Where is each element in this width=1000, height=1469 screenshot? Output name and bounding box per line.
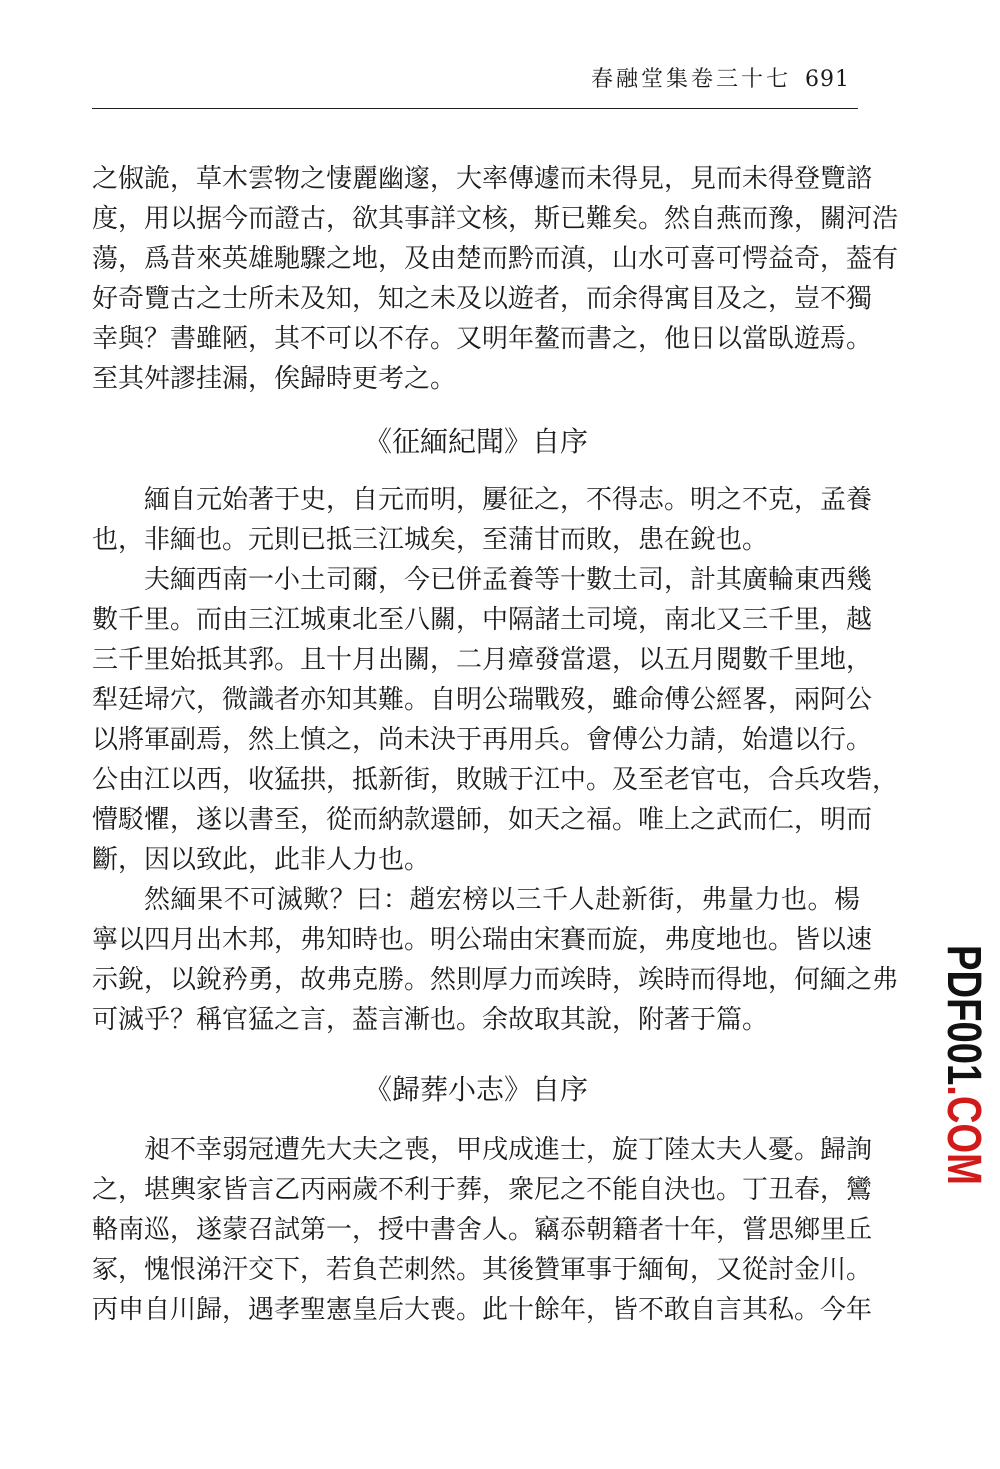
page-number: 691: [805, 67, 850, 92]
text-line: 數千里。而由三江城東北至八關，中隔諸土司境，南北又三千里，越: [92, 605, 873, 635]
text-line: 寧以四月出木邦，弗知時也。明公瑞由宋賽而旋，弗度地也。皆以速: [92, 925, 873, 955]
text-line: 也，非緬也。元則已抵三江城矣，至蒲甘而敗，患在銳也。: [92, 525, 769, 555]
text-line: 昶不幸弱冠遭先大夫之喪，甲戌成進士，旋丁陸太夫人憂。歸詢: [144, 1135, 873, 1165]
section-title-zhengmian: 《征緬紀聞》自序: [363, 425, 588, 458]
header-title: 春融堂集卷三十七: [590, 67, 791, 92]
section-body-zhengmian: [92, 480, 899, 1040]
watermark-logo: [888, 945, 990, 1211]
paragraph-continued: [92, 159, 899, 399]
section-title-guizang: 《歸葬小志》自序: [363, 1073, 588, 1106]
text-line: 之俶詭，草木雲物之悽麗幽邃，大率傳遽而未得見，見而未得登覽諮: [92, 164, 873, 194]
text-line: 至其舛謬挂漏，俟歸時更考之。: [92, 364, 457, 394]
watermark-accent: .COM: [937, 1085, 990, 1211]
text-line: 度，用以据今而證古，欲其事詳文核，斯已難矣。然自燕而豫，關河浩: [92, 204, 899, 234]
text-line: 斷，因以致此，此非人力也。: [92, 845, 431, 875]
text-line: 之，堪輿家皆言乙丙兩歲不利于葬，衆尼之不能自決也。丁丑春，鸞: [92, 1175, 873, 1205]
text-line: 示銳，以銳矜勇，故弗克勝。然則厚力而竢時，竢時而得地，何緬之弗: [92, 965, 899, 995]
text-line: 夫緬西南一小土司爾，今已併孟養等十數土司，計其廣輪東西幾: [144, 565, 873, 595]
text-line: 公由江以西，收猛拱，抵新街，敗賊于江中。及至老官屯，合兵攻砦，: [92, 765, 899, 795]
text-line: 犁廷埽穴，微識者亦知其難。自明公瑞戰歿，雖命傅公經畧，兩阿公: [92, 685, 873, 715]
text-line: 幸與？書雖陋，其不可以不存。又明年鳌而書之，他日以當臥遊焉。: [92, 324, 873, 354]
text-line: 好奇覽古之士所未及知，知之未及以遊者，而余得寓目及之，豈不獨: [92, 284, 873, 314]
section-body-guizang: [92, 1130, 873, 1330]
text-line: 緬自元始著于史，自元而明，屢征之，不得志。明之不克，孟養: [144, 485, 873, 515]
watermark-text-svg: [888, 945, 990, 1211]
svg-text:PDF001.COM: [937, 945, 990, 1211]
running-header: [591, 62, 850, 93]
text-line: 輅南巡，遂蒙召試第一，授中書舍人。竊忝朝籍者十年，嘗思鄉里丘: [92, 1215, 873, 1245]
text-line: 冢，愧恨涕汗交下，若負芒刺然。其後贊軍事于緬甸，又從討金川。: [92, 1255, 873, 1285]
text-line: 然緬果不可滅歟？曰：趙宏榜以三千人赴新街，弗量力也。楊: [144, 885, 860, 915]
text-line: 懵駁懼，遂以書至，從而納款還師，如天之福。唯上之武而仁，明而: [92, 805, 873, 835]
text-line: 丙申自川歸，遇孝聖憲皇后大喪。此十餘年，皆不敢自言其私。今年: [92, 1295, 873, 1325]
text-line: 以將軍副焉，然上慎之，尚未決于再用兵。會傅公力請，始遣以行。: [92, 725, 873, 755]
text-line: 蕩，爲昔來英雄馳驟之地，及由楚而黔而滇，山水可喜可愕益奇，葢有: [92, 244, 899, 274]
header-rule: [92, 108, 858, 109]
text-line: 可滅乎？稱官猛之言，葢言漸也。余故取其說，附著于篇。: [92, 1005, 769, 1035]
text-line: 三千里始抵其郛。且十月出關，二月瘴發當還，以五月閱數千里地，: [92, 645, 873, 675]
watermark-main: PDF001: [937, 945, 990, 1122]
